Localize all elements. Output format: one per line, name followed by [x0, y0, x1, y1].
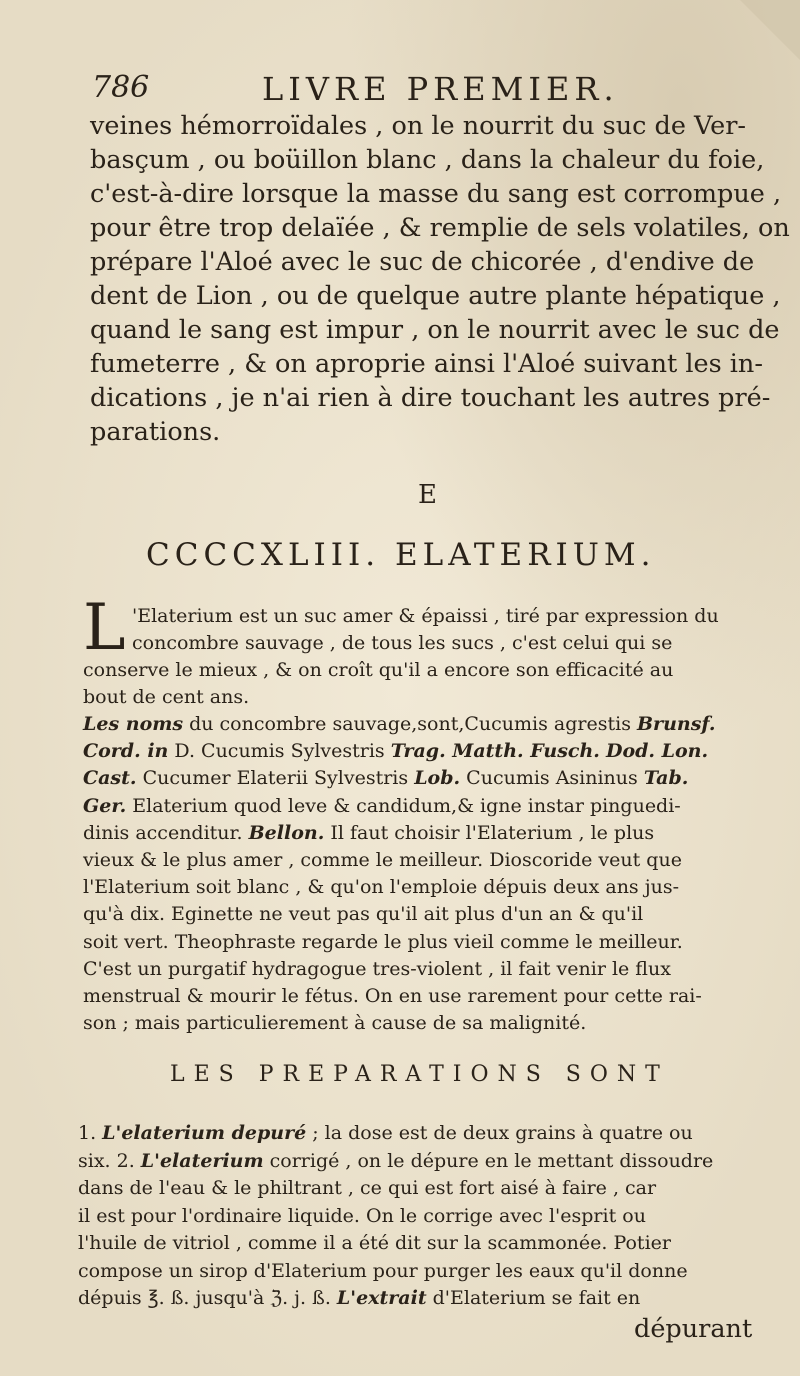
- text-line: [83, 876, 679, 898]
- text-line: [78, 1205, 646, 1227]
- text-line: [83, 903, 643, 925]
- text-line: [78, 1287, 640, 1309]
- text-line: [83, 822, 654, 844]
- text-run: Cucumis Asininus: [460, 767, 644, 790]
- text-run: dans de l'eau & le philtrant , ce qui est fort aisé à faire , car: [78, 1177, 657, 1199]
- italic-reference: Cord. in: [83, 740, 169, 763]
- text-line: [78, 1122, 693, 1144]
- italic-reference: Brunsf.: [637, 713, 716, 735]
- text-line: quand le sang est impur , on le nourrit avec le suc de: [90, 315, 780, 345]
- text-line: concombre sauvage , de tous les sucs , c'est celui qui se: [132, 632, 673, 654]
- text-line: [83, 849, 682, 871]
- text-run: Il faut choisir l'Elaterium , le plus: [324, 821, 655, 844]
- text-line: prépare l'Aloé avec le suc de chicorée , d'endive de: [90, 247, 755, 277]
- text-run: du concombre sauvage,sont,Cucumis agrestis: [183, 713, 637, 735]
- text-line: 'Elaterium est un suc amer & épaissi , tiré par expression du: [132, 605, 719, 627]
- text-run: Cucumer Elaterii Sylvestris: [136, 767, 415, 790]
- text-run: l'Elaterium soit blanc , & qu'on l'emploie dépuis deux ans jus-: [83, 876, 680, 899]
- text-run: qu'à dix. Eginette ne veut pas qu'il ait plus d'un an & qu'il: [83, 903, 644, 926]
- text-run: corrigé , on le dépure en le mettant dissoudre: [263, 1149, 714, 1172]
- text-line: [83, 931, 683, 953]
- text-line: conserve le mieux , & on croît qu'il a encore son efficacité au: [83, 659, 674, 681]
- text-run: l'huile de vitriol , comme il a été dit sur la scammonée. Potier: [78, 1232, 671, 1254]
- text-line: c'est-à-dire lorsque la masse du sang est corrompue ,: [90, 179, 782, 209]
- italic-reference: Les noms: [83, 713, 184, 735]
- text-line: [83, 985, 702, 1007]
- drop-cap: L: [83, 591, 126, 665]
- text-line: [83, 713, 716, 735]
- text-line: dications , je n'ai rien à dire touchant les autres pré-: [90, 383, 771, 413]
- text-run: d'Elaterium se fait en: [426, 1287, 641, 1309]
- text-line: dent de Lion , ou de quelque autre plante hépatique ,: [90, 281, 781, 311]
- text-line: [83, 1012, 586, 1034]
- italic-reference: L'elaterium: [140, 1149, 264, 1172]
- section-letter: E: [418, 480, 437, 510]
- text-line: [83, 958, 671, 980]
- italic-reference: Bellon.: [248, 821, 325, 844]
- text-run: Elaterium quod leve & candidum,& igne instar pinguedi-: [126, 794, 681, 817]
- text-line: [83, 740, 708, 762]
- text-run: dinis accenditur.: [83, 821, 249, 844]
- page-number: 786: [92, 70, 150, 105]
- text-line: [78, 1150, 713, 1172]
- text-line: [78, 1177, 656, 1199]
- text-line: [78, 1232, 671, 1254]
- italic-reference: Dod. Lon.: [605, 740, 709, 763]
- text-line: veines hémorroïdales , on le nourrit du suc de Ver-: [90, 111, 747, 141]
- text-run: compose un sirop d'Elaterium pour purger les eaux qu'il donne: [78, 1259, 688, 1282]
- text-run: six. 2.: [78, 1149, 141, 1172]
- text-line: [78, 1260, 688, 1282]
- page-corner-shadow: [740, 0, 800, 60]
- text-run: vieux & le plus amer , comme le meilleur. Dioscoride veut que: [83, 849, 682, 871]
- text-run: soit vert. Theophraste regarde le plus vieil comme le meilleur.: [83, 930, 683, 953]
- preparations-heading: LES PREPARATIONS SONT: [170, 1062, 669, 1087]
- text-run: C'est un purgatif hydragogue tres-violent , il fait venir le flux: [83, 957, 671, 980]
- text-line: basçum , ou boüillon blanc , dans la chaleur du foie,: [90, 145, 765, 175]
- italic-reference: Trag. Matth. Fusch.: [390, 740, 600, 763]
- italic-reference: Lob.: [414, 767, 461, 790]
- text-line: bout de cent ans.: [83, 686, 250, 708]
- italic-reference: Tab.: [643, 767, 689, 790]
- text-line: [83, 795, 681, 817]
- text-run: D. Cucumis Sylvestris: [168, 740, 391, 763]
- text-run: dépuis ℥. ß. jusqu'à ℨ. j. ß.: [78, 1287, 337, 1309]
- section-title: CCCCXLIII. ELATERIUM.: [146, 537, 656, 573]
- italic-reference: Ger.: [83, 794, 127, 817]
- text-line: fumeterre , & on aproprie ainsi l'Aloé suivant les in-: [90, 349, 763, 379]
- text-line: pour être trop delaïée , & remplie de sels volatiles, on: [90, 213, 790, 243]
- text-run: son ; mais particulierement à cause de sa malignité.: [83, 1012, 587, 1035]
- italic-reference: L'extrait: [336, 1287, 427, 1309]
- text-line: [83, 767, 688, 789]
- text-run: 1.: [78, 1122, 103, 1144]
- text-run: il est pour l'ordinaire liquide. On le corrige avec l'esprit ou: [78, 1204, 646, 1227]
- italic-reference: Cast.: [83, 767, 137, 790]
- text-line: parations.: [90, 417, 221, 447]
- running-title: LIVRE PREMIER.: [262, 70, 619, 108]
- italic-reference: L'elaterium depuré: [102, 1122, 307, 1144]
- text-run: menstrual & mourir le fétus. On en use rarement pour cette rai-: [83, 985, 702, 1007]
- text-run: ; la dose est de deux grains à quatre ou: [306, 1122, 693, 1144]
- catchword: dépurant: [634, 1314, 753, 1344]
